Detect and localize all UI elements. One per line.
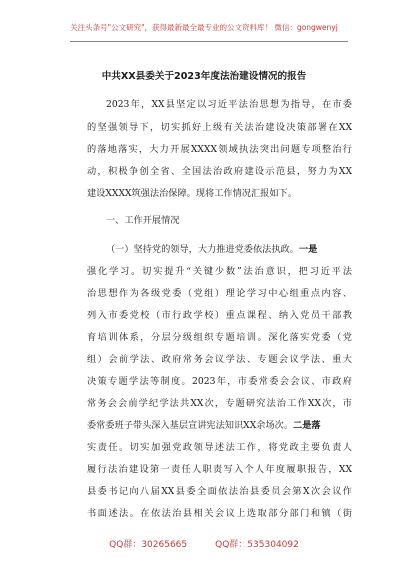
paragraph-line: 动，积极争创全省、全国法治政府建设示范县，努力为XX <box>87 166 352 177</box>
paragraph-line: 的落地落实，大力开展XXXX领域执法突出问题专项整治行 <box>87 144 352 155</box>
paragraph-line: 常务会会前学纪学法共XX次，专题研究法治工作XX次，市 <box>87 398 352 409</box>
qq-group-2: QQ群：535304092 <box>215 540 299 550</box>
document-title: 中共XX县委关于2023年度法治建设情况的报告 <box>101 71 307 82</box>
paragraph-line: 列入市委党校（市行政学校）重点课程、纳入党员干部教 <box>87 310 352 321</box>
paragraph-line: 组）会前学法、政府常务会议学法、专题会议学法、重大 <box>87 354 352 365</box>
paragraph-line: 实责任。切实加强党政领导述法工作，将党政主要负责人 <box>87 442 352 453</box>
header-divider <box>70 41 348 42</box>
subsection-heading-line <box>106 245 317 254</box>
paragraph-line: 县委书记向八届XX县委全面依法治县委员会第X次会议作 <box>87 486 352 497</box>
subsection-heading: （一）坚持党的领导，大力推进党委依法执政。 <box>106 244 299 255</box>
paragraph-line: 治思想作为各级党委（党组）理论学习中心组重点内容、 <box>87 288 352 299</box>
header-banner: 关注头条号"公文研究"，获得最新最全最专业的公文资料库！ 微信：gongwenyj <box>70 23 338 32</box>
paragraph-line: 履行法治建设第一责任人职责写入个人年度履职报告，XX <box>87 464 352 475</box>
footer-contact <box>0 537 408 550</box>
paragraph-line <box>87 421 321 430</box>
paragraph-line: 书面述法。在依法治县相关会议上选取部分部门和镇（街 <box>87 508 352 519</box>
paragraph-line: 2023年，XX县坚定以习近平法治思想为指导，在市委 <box>106 99 352 110</box>
bold-lead: 二是落 <box>293 420 321 431</box>
paragraph-line: 决策专题学法等制度。2023年，市委常委会会议、市政府 <box>87 376 352 387</box>
paragraph-line: 的坚强领导下，切实抓好上级有关法治建设决策部署在XX <box>87 122 352 133</box>
paragraph-line: 强化学习。切实提升“关键少数”法治意识，把习近平法 <box>87 266 352 277</box>
qq-group-1: QQ群：30265665 <box>109 540 188 550</box>
paragraph-text: 委常委班子带头深入基层宣讲宪法知识XX余场次。 <box>87 420 294 431</box>
bold-lead: 一是 <box>298 244 318 255</box>
paragraph-line: 建设XXXX筑强法治保障。现将工作情况汇报如下。 <box>87 188 297 199</box>
paragraph-line: 育培训体系，分层分级组织专题培训。深化落实党委（党 <box>87 332 352 343</box>
section-heading: 一、工作开展情况 <box>106 215 180 226</box>
